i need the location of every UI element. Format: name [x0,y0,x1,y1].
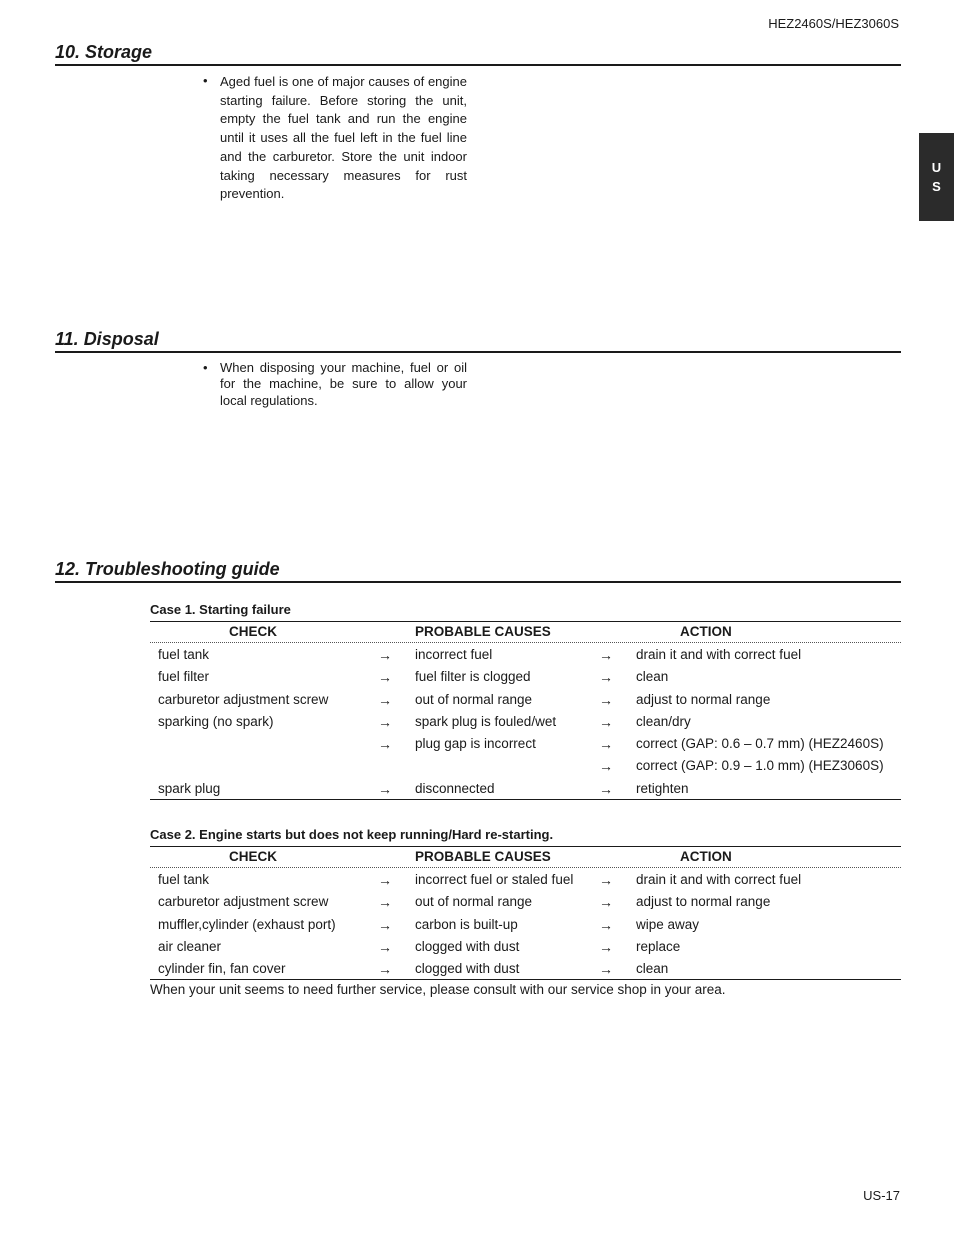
arrow-icon: → [378,916,392,933]
table-row [150,688,901,710]
arrow-icon: → [599,894,613,911]
table-bottom-rule [150,979,901,980]
arrow-icon: → [378,736,392,753]
cause-cell: disconnected [415,780,495,796]
column-header-action: ACTION [680,849,732,864]
check-cell: fuel tank [158,872,210,887]
check-cell: air cleaner [158,938,222,954]
disposal-text: When disposing your machine, fuel or oil for the machine, be sure to allow your local regulations. [220,360,467,408]
cause-cell: spark plug is fouled/wet [415,713,557,729]
arrow-icon: → [599,916,613,933]
check-cell: fuel filter [158,669,210,685]
check-cell: muffler,cylinder (exhaust port) [158,916,336,932]
arrow-icon: → [378,669,392,686]
storage-heading [55,42,901,66]
language-tab-letter: U [931,160,942,175]
storage-text: Aged fuel is one of major causes of engine starting failure. Before storing the unit, empty the fuel tank and run the engine until it uses all the fuel left in the fuel line and the carburetor. Store the unit indoor taking necessary measures for rust prevention. [220,74,467,202]
cause-cell: clogged with dust [415,961,520,977]
table-row [150,913,901,935]
column-header-action: ACTION [680,624,732,639]
arrow-icon: → [599,938,613,955]
troubleshooting-heading [55,559,901,583]
table-row [150,935,901,957]
troubleshooting-title: 12. Troubleshooting guide [55,559,280,579]
arrow-icon: → [599,872,613,888]
cause-cell: incorrect fuel or staled fuel [415,872,574,887]
table-bottom-rule [150,799,901,800]
arrow-icon: → [599,669,613,686]
action-cell: clean/dry [636,713,691,729]
action-cell: adjust to normal range [636,894,771,910]
table-row [150,710,901,732]
case2-table [150,846,901,980]
table-row [150,868,901,890]
cause-cell: clogged with dust [415,938,520,954]
action-cell: clean [636,669,669,685]
arrow-icon: → [378,894,392,911]
arrow-icon: → [599,758,613,775]
case1-table [150,621,901,800]
action-cell: retighten [636,780,689,796]
cause-cell: out of normal range [415,691,533,707]
storage-title: 10. Storage [55,42,153,62]
action-cell: clean [636,961,669,977]
case2-rows [150,868,901,979]
check-cell: spark plug [158,780,221,796]
table-row [150,890,901,912]
check-cell: fuel tank [158,647,210,662]
action-cell: drain it and with correct fuel [636,872,802,887]
action-cell: adjust to normal range [636,691,771,707]
action-cell: wipe away [636,916,700,932]
arrow-icon: → [378,647,392,663]
arrow-icon: → [599,961,613,978]
column-header-check: CHECK [229,849,278,864]
arrow-icon: → [378,961,392,978]
arrow-icon: → [378,938,392,955]
table-header [150,621,901,643]
arrow-icon: → [599,736,613,753]
check-cell: carburetor adjustment screw [158,691,329,707]
case1-title: Case 1. Starting failure [150,602,291,617]
service-note: When your unit seems to need further service, please consult with our service shop in your area. [150,982,726,997]
language-tab [919,133,954,221]
table-row [150,665,901,687]
case1-rows [150,643,901,799]
table-header [150,846,901,868]
arrow-icon: → [599,647,613,663]
table-row [150,957,901,979]
arrow-icon: → [599,691,613,708]
action-cell: correct (GAP: 0.6 – 0.7 mm) (HEZ2460S) [636,736,884,752]
disposal-title: 11. Disposal [55,329,159,349]
bullet-dot: • [203,360,208,375]
cause-cell: carbon is built-up [415,916,518,932]
check-cell: sparking (no spark) [158,713,274,729]
arrow-icon: → [599,713,613,730]
language-tab-letter: S [932,179,941,194]
case2-title: Case 2. Engine starts but does not keep running/Hard re-starting. [150,827,554,842]
check-cell: cylinder fin, fan cover [158,961,286,977]
table-row [150,732,901,754]
cause-cell: fuel filter is clogged [415,669,531,685]
arrow-icon: → [378,872,392,888]
table-row [150,754,901,776]
column-header-cause: PROBABLE CAUSES [415,849,551,864]
arrow-icon: → [378,691,392,708]
storage-bullet [203,73,467,204]
action-cell: replace [636,938,681,954]
model-number: HEZ2460S/HEZ3060S [768,16,899,31]
table-row [150,643,901,665]
bullet-dot: • [203,73,208,88]
page-number: US-17 [863,1188,900,1203]
arrow-icon: → [599,780,613,797]
cause-cell: plug gap is incorrect [415,736,536,752]
check-cell: carburetor adjustment screw [158,894,329,910]
cause-cell: incorrect fuel [415,647,493,662]
disposal-heading [55,329,901,353]
column-header-check: CHECK [229,624,278,639]
disposal-bullet [203,360,467,409]
action-cell: correct (GAP: 0.9 – 1.0 mm) (HEZ3060S) [636,758,884,774]
column-header-cause: PROBABLE CAUSES [415,624,551,639]
table-row [150,777,901,799]
arrow-icon: → [378,713,392,730]
arrow-icon: → [378,780,392,797]
cause-cell: out of normal range [415,894,533,910]
action-cell: drain it and with correct fuel [636,647,802,662]
